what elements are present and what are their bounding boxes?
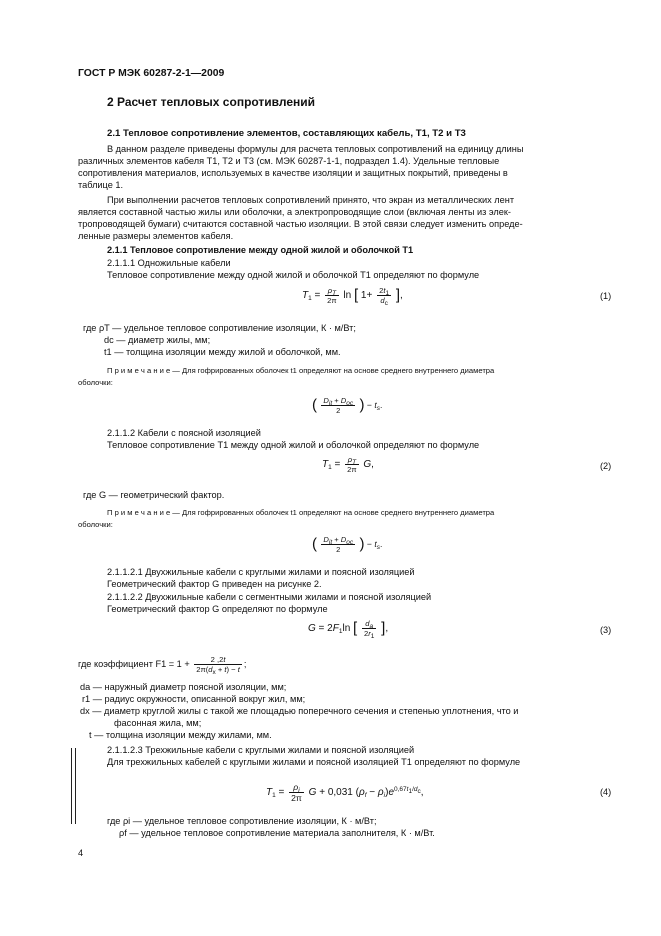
variable-definition: da — наружный диаметр поясной изоляции, мм; <box>80 682 287 692</box>
variable-definition: dx — диаметр круглой жилы с такой же площадью поперечного сечения и степенью уплотнения, что и <box>80 706 519 716</box>
equation-3: $G = 2F_1\ln$ [ $\frac{d_a}{2r_1}$ ], <box>308 619 389 640</box>
paragraph-line: В данном разделе приведены формулы для расчета тепловых сопротивлений на единицу длины <box>107 144 524 154</box>
note-formula: ( $\frac{D_{it} + D_{oc}}{2}$ ) − $t_s$. <box>312 396 383 415</box>
equation-4: $T_1$ = $\frac{\rho_i}{2\pi}$ G + 0,031 $(\rho_f - \rho_i)e^{0,67t_1/d_c}$, <box>266 782 424 803</box>
variable-definition: где ρT — удельное тепловое сопротивление изоляции, К · м/Вт; <box>83 323 356 333</box>
subsection-title: 2.1.1 Тепловое сопротивление между одной жилой и оболочкой T1 <box>107 245 414 255</box>
paragraph-line: тропроводящей бумаги) считаются составной частью изоляции. В этой связи следует изменить опреде- <box>78 219 523 229</box>
document-header: ГОСТ Р МЭК 60287-2-1—2009 <box>78 68 225 79</box>
equation-number: (4) <box>600 787 612 797</box>
subsection-title: 2.1 Тепловое сопротивление элементов, составляющих кабель, T1, T2 и T3 <box>107 128 466 139</box>
clause-title: 2.1.1.2 Кабели с поясной изоляцией <box>107 428 261 438</box>
clause-title: 2.1.1.2.2 Двухжильные кабели с сегментными жилами и поясной изоляцией <box>107 592 432 602</box>
change-bar <box>71 748 72 824</box>
variable-definition: t — толщина изоляции между жилами, мм. <box>89 730 272 740</box>
coefficient-label: где коэффициент F1 = 1 + <box>78 658 190 669</box>
equation-number: (2) <box>600 461 612 471</box>
paragraph-line: Тепловое сопротивление между одной жилой и оболочкой T1 определяют по формуле <box>107 270 480 280</box>
paragraph-line: сопротивления материалов, используемых в качестве изоляции и защитных покрытий, приведены в <box>78 168 508 178</box>
variable-definition: r1 — радиус окружности, описанной вокруг жил, мм; <box>82 694 306 704</box>
clause-title: 2.1.1.2.3 Трехжильные кабели с круглыми жилами и поясной изоляцией <box>107 745 415 755</box>
section-title: 2 Расчет тепловых сопротивлений <box>107 95 316 109</box>
equation-2: $T_1$ = $\frac{\rho_T}{2\pi}$ G, <box>322 455 374 474</box>
paragraph-line: При выполнении расчетов тепловых сопротивлений принято, что экран из металлических лент <box>107 195 515 205</box>
equation-number: (1) <box>600 291 612 301</box>
paragraph-line: Геометрический фактор G приведен на рисунке 2. <box>107 579 322 589</box>
paragraph-line: таблице 1. <box>78 180 124 190</box>
variable-definition: dc — диаметр жилы, мм; <box>104 335 211 345</box>
equation-1: $T_1$ = $\frac{\rho_T}{2\pi}$ ln [ 1+ $\frac{2t_1}{d_c}$ ], <box>302 286 403 307</box>
paragraph-line: является составной частью жилы или оболочки, а электропроводящие слои (включая ленты из элек- <box>78 207 511 217</box>
variable-definition: ρf — удельное тепловое сопротивление материала заполнителя, К · м/Вт. <box>119 828 435 838</box>
paragraph-line: Тепловое сопротивление T1 между одной жилой и оболочкой определяют по формуле <box>107 440 480 450</box>
equation-number: (3) <box>600 625 612 635</box>
variable-definition: где ρi — удельное тепловое сопротивление изоляции, К · м/Вт; <box>107 816 377 826</box>
variable-definition: где G — геометрический фактор. <box>83 490 225 500</box>
note-line: оболочки: <box>78 378 113 387</box>
paragraph-line: ленные размеры элементов кабеля. <box>78 231 234 241</box>
note-line: П р и м е ч а н и е — Для гофрированных оболочек t1 определяют на основе среднего внутреннего диаметра <box>107 508 495 517</box>
paragraph-line: различных элементов кабеля T1, T2 и T3 (см. МЭК 60287-1-1, подраздел 1.4). Удельные тепловые <box>78 156 500 166</box>
change-bar <box>75 748 76 824</box>
paragraph-line: Для трехжильных кабелей с круглыми жилами и поясной изоляцией T1 определяют по формуле <box>107 757 521 767</box>
coefficient-definition: где коэффициент F1 = 1 + $\frac{2 ,2t}{2\pi(d_x + t) - t}$ ; <box>78 655 247 676</box>
note-line: оболочки: <box>78 520 113 529</box>
note-line: П р и м е ч а н и е — Для гофрированных оболочек t1 определяют на основе среднего внутреннего диаметра <box>107 366 495 375</box>
variable-definition: t1 — толщина изоляции между жилой и оболочкой, мм. <box>104 347 341 357</box>
variable-definition: фасонная жила, мм; <box>114 718 202 728</box>
page-number: 4 <box>78 848 84 858</box>
clause-title: 2.1.1.2.1 Двухжильные кабели с круглыми жилами и поясной изоляцией <box>107 567 415 577</box>
paragraph-line: Геометрический фактор G определяют по формуле <box>107 604 328 614</box>
clause-title: 2.1.1.1 Одножильные кабели <box>107 258 231 268</box>
note-formula: ( $\frac{D_{it} + D_{oc}}{2}$ ) − $t_s$. <box>312 535 383 554</box>
